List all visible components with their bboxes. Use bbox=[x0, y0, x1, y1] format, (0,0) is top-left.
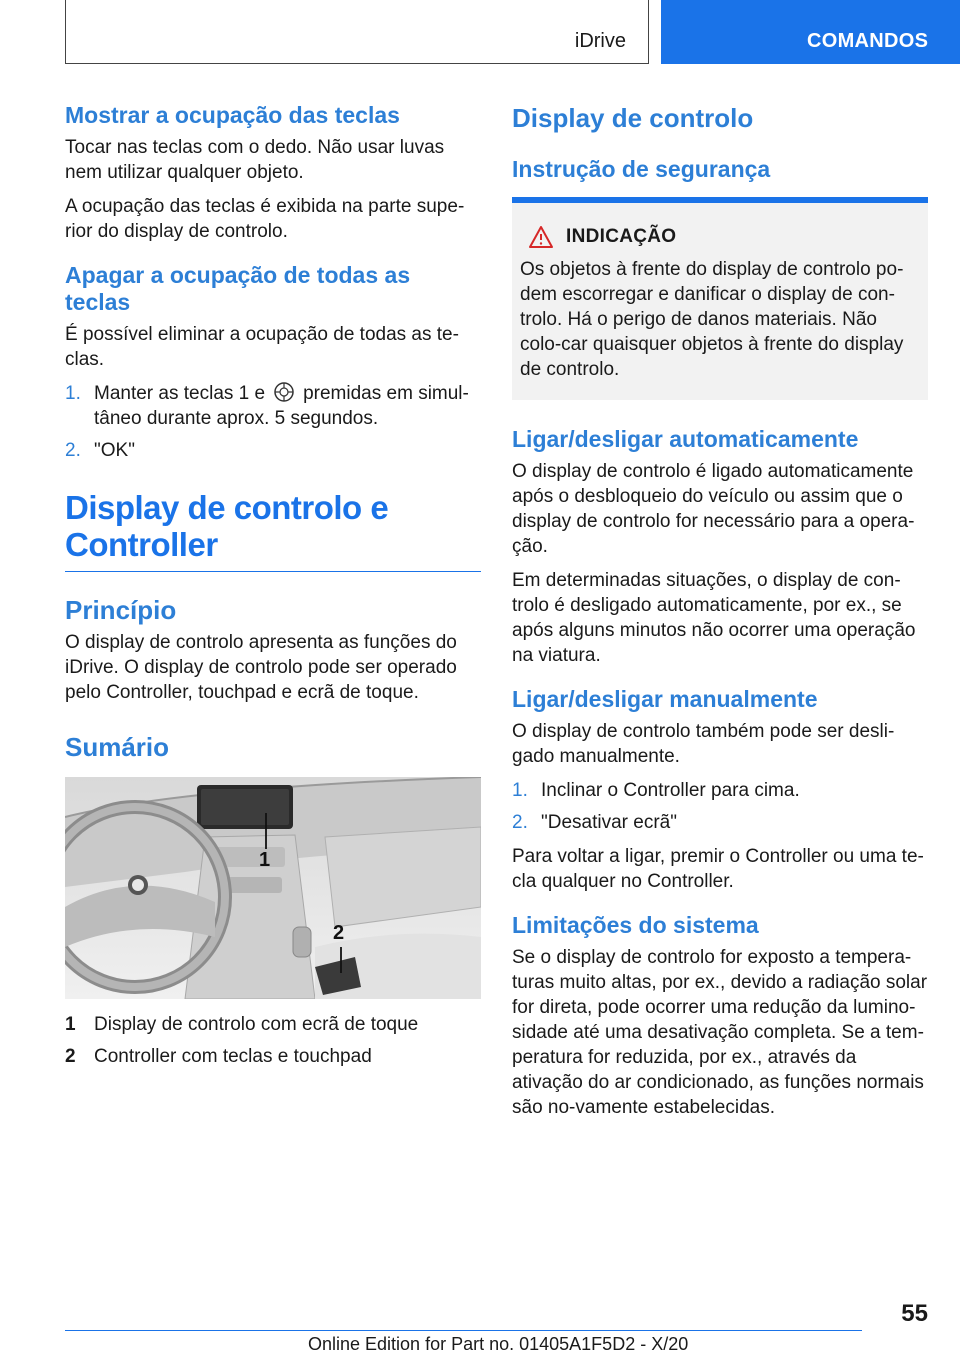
right-column bbox=[512, 100, 928, 1129]
legend-number: 2 bbox=[65, 1046, 76, 1067]
compass-button-icon bbox=[273, 381, 295, 403]
figure-legend bbox=[65, 1012, 481, 1069]
header-section-box bbox=[65, 0, 649, 64]
step-list bbox=[512, 778, 928, 835]
chapter-title: Display de controlo e Controller bbox=[65, 489, 481, 572]
step-list bbox=[65, 381, 481, 463]
paragraph: Para voltar a ligar, premir o Controller ou uma te-cla qualquer no Controller. bbox=[512, 846, 924, 892]
note-title: INDICAÇÃO bbox=[566, 226, 677, 247]
paragraph: Tocar nas teclas com o dedo. Não usar luvas nem utilizar qualquer objeto. bbox=[65, 137, 445, 183]
cockpit-illustration bbox=[65, 777, 481, 999]
step-number: 2. bbox=[65, 440, 81, 461]
warning-triangle-icon bbox=[528, 225, 554, 249]
step-item bbox=[65, 381, 481, 431]
step-number: 1. bbox=[512, 780, 528, 801]
legend-number: 1 bbox=[65, 1014, 76, 1035]
heading-system-limits: Limitações do sistema bbox=[512, 912, 759, 938]
step-text: "OK" bbox=[94, 440, 135, 461]
heading-delete-key-assignment: Apagar a ocupação de todas as teclas bbox=[65, 262, 411, 315]
left-column bbox=[65, 100, 481, 1076]
heading-control-display: Display de controlo bbox=[512, 103, 754, 133]
step-text-post: premidas em simul-tâneo durante aprox. 5 segundos. bbox=[94, 383, 469, 429]
legend-text: Controller com teclas e touchpad bbox=[94, 1046, 372, 1067]
legend-row bbox=[65, 1044, 481, 1069]
heading-show-key-assignment: Mostrar a ocupação das teclas bbox=[65, 102, 400, 128]
heading-auto-on-off: Ligar/desligar automaticamente bbox=[512, 426, 859, 452]
step-text: "Desativar ecrã" bbox=[541, 812, 677, 833]
legend-row bbox=[65, 1012, 481, 1037]
heading-manual-on-off: Ligar/desligar manualmente bbox=[512, 686, 818, 712]
figure-callout-1: 1 bbox=[259, 849, 271, 871]
step-item bbox=[512, 810, 928, 835]
paragraph: A ocupação das teclas é exibida na parte supe-rior do display de controlo. bbox=[65, 196, 465, 242]
header-chapter-label: COMANDOS bbox=[807, 30, 929, 52]
figure-callout-2: 2 bbox=[333, 922, 345, 944]
step-number: 2. bbox=[512, 812, 528, 833]
paragraph: Em determinadas situações, o display de con-trolo é desligado automaticamente, por ex., se após alguns minutos não ocorrer uma operação na viatura. bbox=[512, 570, 916, 666]
note-text: Os objetos à frente do display de controlo po-dem escorregar e danificar o display de con-trolo. Há o perigo de danos materiais. Não colo-car quaisquer objetos à frente do display de controlo. bbox=[520, 259, 904, 380]
paragraph: O display de controlo também pode ser desli-gado manualmente. bbox=[512, 721, 895, 767]
header-chapter-tab bbox=[661, 0, 960, 64]
paragraph: Se o display de controlo for exposto a tempera-turas muito altas, por ex., devido a radiação solar for direta, pode ocorrer uma redução da lumino-sidade até uma desativação completa. Se a tem-peratura for reduzida, por ex., através da ativação do ar condicionado, as funções normais são no-vamente estabelecidas. bbox=[512, 947, 928, 1118]
paragraph: O display de controlo apresenta as funções do iDrive. O display de controlo pode ser operado pelo Controller, touchpad e ecrã de toque. bbox=[65, 632, 457, 703]
header-section-label: iDrive bbox=[574, 30, 626, 52]
heading-principle: Princípio bbox=[65, 595, 177, 625]
paragraph: É possível eliminar a ocupação de todas as te-clas. bbox=[65, 324, 459, 370]
step-text-pre: Manter as teclas 1 e bbox=[94, 383, 266, 404]
page-number: 55 bbox=[901, 1300, 928, 1327]
footer-divider bbox=[65, 1330, 862, 1331]
legend-text: Display de controlo com ecrã de toque bbox=[94, 1014, 419, 1035]
step-item bbox=[512, 778, 928, 803]
step-item bbox=[65, 438, 481, 463]
step-number: 1. bbox=[65, 383, 81, 404]
step-text: Inclinar o Controller para cima. bbox=[541, 780, 800, 801]
note-header bbox=[520, 225, 920, 249]
heading-summary: Sumário bbox=[65, 732, 170, 762]
safety-note-box bbox=[512, 197, 928, 400]
paragraph: O display de controlo é ligado automaticamente após o desbloqueio do veículo ou assim que o display de controlo for necessário para a opera-ção. bbox=[512, 461, 915, 557]
heading-safety-instruction: Instrução de segurança bbox=[512, 156, 771, 182]
footer-edition: Online Edition for Part no. 01405A1F5D2 - X/20 bbox=[308, 1334, 689, 1354]
